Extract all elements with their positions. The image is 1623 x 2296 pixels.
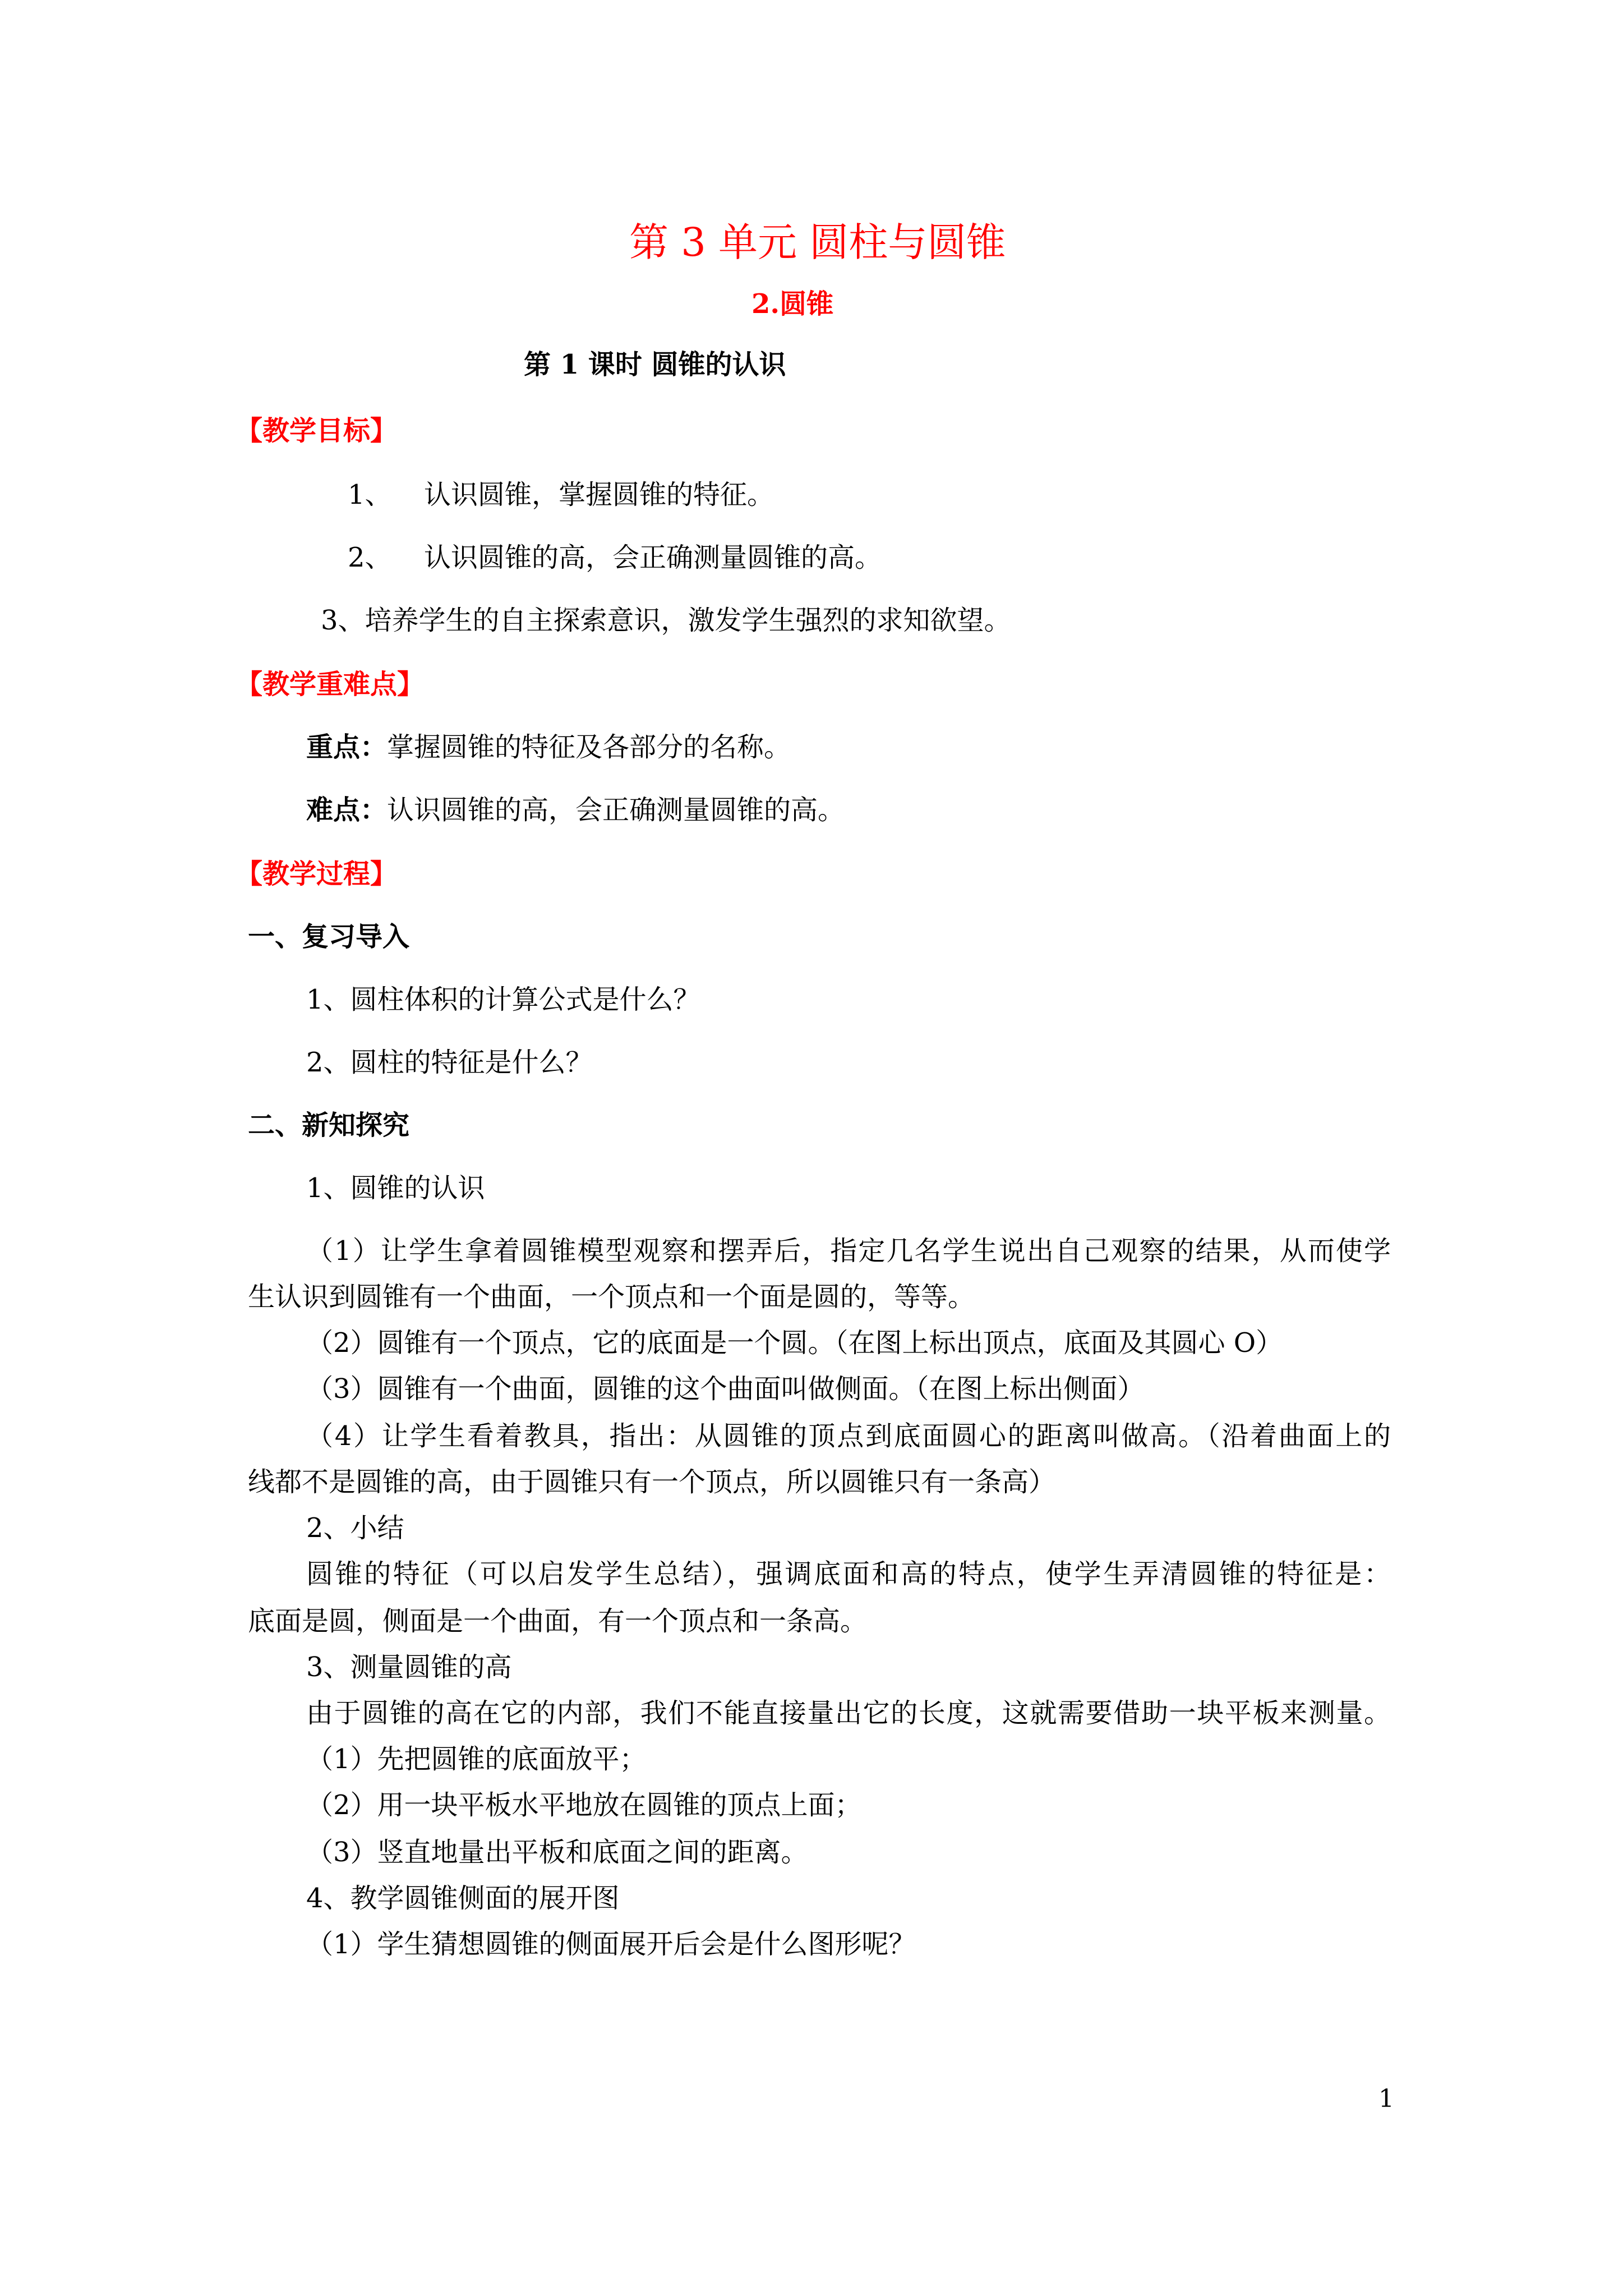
review-question-1: 1、圆柱体积的计算公式是什么？	[306, 984, 700, 1015]
lesson-title: 第 1 课时 圆锥的认识	[524, 349, 786, 380]
explore-paragraph: 生认识到圆锥有一个曲面，一个顶点和一个面是圆的，等等。	[248, 1281, 975, 1313]
section-subtitle: 2.圆锥	[751, 288, 834, 320]
difficult-point-text: 认识圆锥的高，会正确测量圆锥的高。	[387, 794, 845, 826]
measure-step-3: （3）竖直地量出平板和底面之间的距离。	[306, 1837, 808, 1868]
measure-paragraph: 由于圆锥的高在它的内部，我们不能直接量出它的长度，这就需要借助一块平板来测量。	[306, 1697, 1391, 1729]
key-point-label: 重点：	[306, 731, 388, 763]
review-question-2: 2、圆柱的特征是什么？	[306, 1047, 593, 1078]
process-heading: 【教学过程】	[236, 858, 398, 890]
document-title: 第 3 单元 圆柱与圆锥	[629, 219, 1006, 265]
explore-paragraph: 1、圆锥的认识	[306, 1172, 485, 1204]
measure-step-2: （2）用一块平板水平地放在圆锥的顶点上面；	[306, 1789, 862, 1821]
explore-paragraph: （1）让学生拿着圆锥模型观察和摆弄后，指定几名学生说出自己观察的结果，从而使学	[306, 1235, 1391, 1267]
explore-paragraph: （3）圆锥有一个曲面，圆锥的这个曲面叫做侧面。（在图上标出侧面）	[306, 1373, 1145, 1405]
unfold-question: （1）学生猜想圆锥的侧面展开后会是什么图形呢？	[306, 1929, 916, 1960]
objective-1-text: 认识圆锥，掌握圆锥的特征。	[424, 479, 774, 510]
objective-3-text: 3、培养学生的自主探索意识，激发学生强烈的求知欲望。	[321, 605, 1011, 636]
section-explore-title: 二、新知探究	[248, 1110, 410, 1141]
explore-paragraph: （4）让学生看着教具，指出：从圆锥的顶点到底面圆心的距离叫做高。（沿着曲面上的	[306, 1420, 1391, 1452]
page-number: 1	[1378, 2085, 1394, 2113]
summary-heading: 2、小结	[306, 1512, 404, 1544]
objective-2-text: 认识圆锥的高，会正确测量圆锥的高。	[424, 542, 882, 573]
summary-paragraph: 圆锥的特征（可以启发学生总结），强调底面和高的特点，使学生弄清圆锥的特征是：	[306, 1558, 1391, 1590]
objective-1-number: 1、	[348, 479, 392, 510]
section-review-title: 一、复习导入	[248, 921, 410, 953]
unfold-heading: 4、教学圆锥侧面的展开图	[306, 1883, 620, 1914]
measure-step-1: （1）先把圆锥的底面放平；	[306, 1743, 647, 1775]
key-points-heading: 【教学重难点】	[236, 669, 425, 700]
objective-2-number: 2、	[348, 542, 392, 573]
difficult-point-line	[306, 793, 845, 827]
explore-paragraph: 线都不是圆锥的高，由于圆锥只有一个顶点，所以圆锥只有一条高）	[248, 1466, 1056, 1498]
key-point-text: 掌握圆锥的特征及各部分的名称。	[387, 731, 791, 763]
difficult-point-label: 难点：	[306, 794, 388, 826]
explore-paragraph: （2）圆锥有一个顶点，它的底面是一个圆。（在图上标出顶点，底面及其圆心 O）	[306, 1327, 1283, 1359]
summary-paragraph: 底面是圆，侧面是一个曲面，有一个顶点和一条高。	[248, 1605, 868, 1637]
measure-heading: 3、测量圆锥的高	[306, 1651, 512, 1683]
key-point-line	[306, 730, 791, 764]
objectives-heading: 【教学目标】	[236, 415, 398, 447]
